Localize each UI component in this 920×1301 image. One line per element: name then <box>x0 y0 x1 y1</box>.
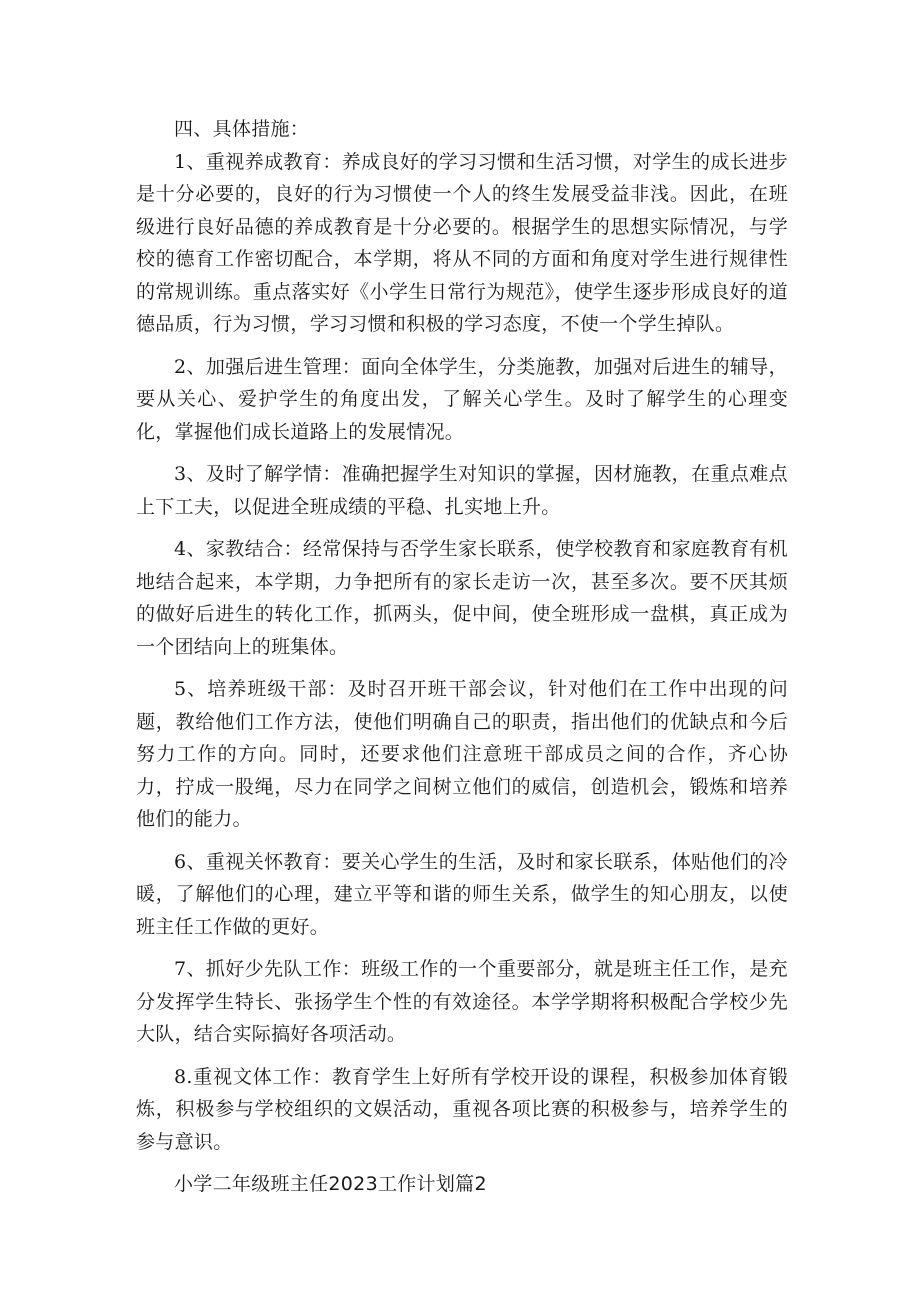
paragraph-4: 4、家教结合：经常保持与否学生家长联系，使学校教育和家庭教育有机地结合起来，本学期，力争把所有的家长走访一次，甚至多次。要不厌其烦的做好后进生的转化工作，抓两头，促中间，使全班形成一盘棋，真正成为一个团结向上的班集体。 <box>136 538 788 658</box>
section-heading: 四、具体措施： <box>174 118 310 140</box>
paragraph-5: 5、培养班级干部：及时召开班干部会议，针对他们在工作中出现的问题，教给他们工作方法，使他们明确自己的职责，指出他们的优缺点和今后努力工作的方向。同时，还要求他们注意班干部成员之间的合作，齐心协力，拧成一股绳，尽力在同学之间树立他们的威信，创造机会，锻炼和培养他们的能力。 <box>136 678 788 830</box>
paragraph-7: 7、抓好少先队工作：班级工作的一个重要部分，就是班主任工作，是充分发挥学生特长、张扬学生个性的有效途径。本学学期将积极配合学校少先大队，结合实际搞好各项活动。 <box>136 958 788 1045</box>
paragraph-8: 8.重视文体工作：教育学生上好所有学校开设的课程，积极参加体育锻炼，积极参与学校组织的文娱活动，重视各项比赛的积极参与，培养学生的参与意识。 <box>136 1065 788 1153</box>
paragraph-1: 1、重视养成教育：养成良好的学习习惯和生活习惯，对学生的成长进步是十分必要的，良好的行为习惯使一个人的终生发展受益非浅。因此，在班级进行良好品德的养成教育是十分必要的。根据学生的思想实际情况，与学校的德育工作密切配合，本学期，将从不同的方面和角度对学生进行规律性的常规训练。重点落实好《小学生日常行为规范》，使学生逐步形成良好的道德品质，行为习惯，学习习惯和积极的学习态度，不使一个学生掉队。 <box>136 150 788 335</box>
document-body <box>136 113 788 1211</box>
paragraph-3: 3、及时了解学情：准确把握学生对知识的掌握，因材施教，在重点难点上下工夫，以促进全班成绩的平稳、扎实地上升。 <box>136 463 788 518</box>
paragraph-6: 6、重视关怀教育：要关心学生的生活，及时和家长联系，体贴他们的冷暖，了解他们的心理，建立平等和谐的师生关系，做学生的知心朋友，以使班主任工作做的更好。 <box>136 850 788 938</box>
paragraph-2: 2、加强后进生管理：面向全体学生，分类施教，加强对后进生的辅导，要从关心、爱护学生的角度出发，了解关心学生。及时了解学生的心理变化，掌握他们成长道路上的发展情况。 <box>136 355 788 443</box>
next-section-title: 小学二年级班主任2023工作计划篇2 <box>174 1173 487 1195</box>
